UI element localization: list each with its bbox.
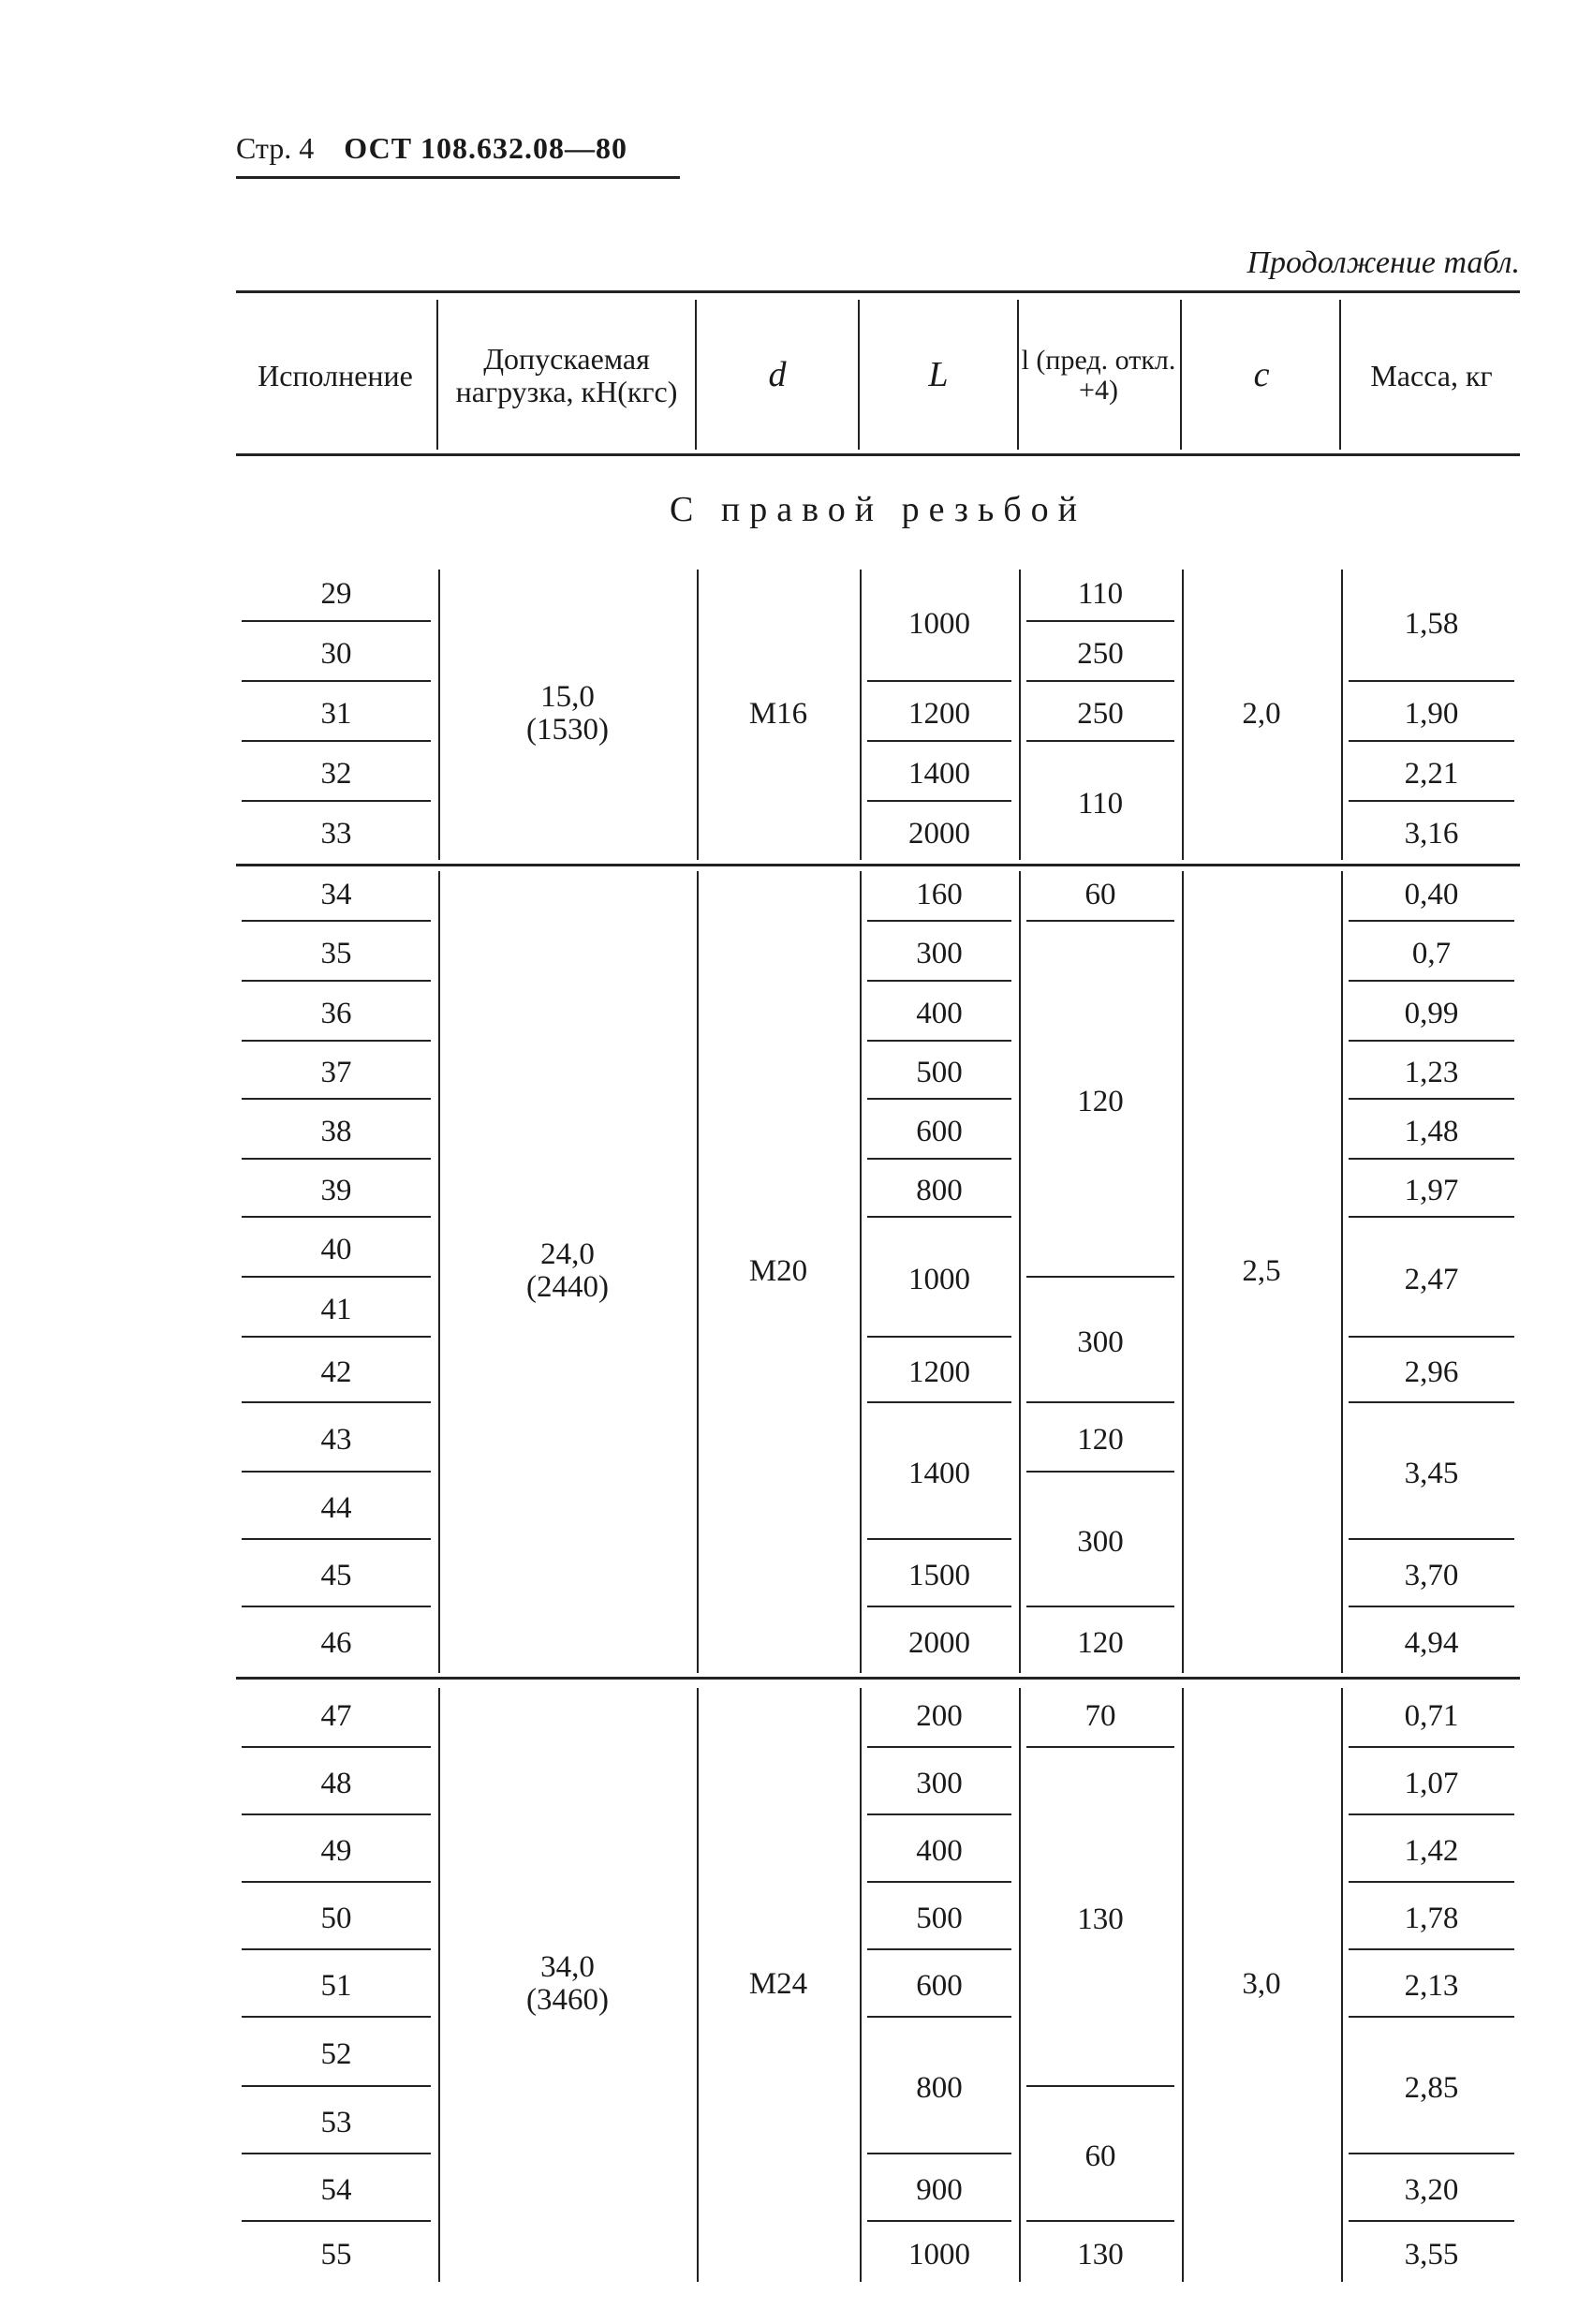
length-cell: 900	[916, 2172, 963, 2207]
length-cell: 1500	[908, 1558, 970, 1592]
row-rule	[242, 1276, 431, 1278]
row-rule	[1349, 980, 1514, 982]
length-cell: 400	[916, 1833, 963, 1868]
col-header-mass: Масса, кг	[1370, 358, 1493, 392]
row-rule	[1349, 740, 1514, 742]
length-cell: 2000	[908, 1625, 970, 1660]
version-cell: 50	[320, 1901, 352, 1935]
mass-cell: 0,99	[1404, 996, 1459, 1030]
version-cell: 49	[320, 1833, 352, 1868]
row-rule	[242, 1948, 431, 1950]
row-rule	[242, 1471, 431, 1473]
row-rule	[1026, 1471, 1174, 1473]
row-rule	[242, 1813, 431, 1815]
length-cell: 160	[916, 877, 963, 911]
version-cell: 42	[320, 1354, 352, 1389]
row-rule	[242, 1538, 431, 1540]
column-rule	[1182, 871, 1184, 1673]
column-rule	[1341, 1688, 1343, 2282]
row-rule	[867, 1098, 1011, 1100]
version-cell: 39	[320, 1173, 352, 1207]
version-cell: 41	[320, 1292, 352, 1326]
row-rule	[242, 1336, 431, 1338]
thread-length-cell: 300	[1077, 1325, 1124, 1359]
length-cell: 800	[916, 2070, 963, 2105]
c-cell: 2,0	[1242, 696, 1281, 731]
head-separator	[858, 300, 860, 450]
length-cell: 200	[916, 1698, 963, 1733]
row-rule	[867, 1401, 1011, 1403]
version-cell: 43	[320, 1422, 352, 1457]
row-rule	[1026, 1401, 1174, 1403]
row-rule	[1349, 2016, 1514, 2018]
mass-cell: 0,7	[1411, 936, 1452, 970]
version-cell: 38	[320, 1114, 352, 1148]
version-cell: 37	[320, 1055, 352, 1089]
mass-cell: 2,47	[1404, 1262, 1459, 1296]
row-rule	[1026, 1606, 1174, 1607]
version-cell: 46	[320, 1625, 352, 1660]
thread-length-cell: 120	[1077, 1625, 1124, 1660]
row-rule	[867, 1746, 1011, 1748]
length-cell: 1400	[908, 1456, 970, 1490]
length-cell: 600	[916, 1968, 963, 2003]
mass-cell: 3,20	[1404, 2172, 1459, 2207]
column-rule	[1182, 1688, 1184, 2282]
row-rule	[1349, 1813, 1514, 1815]
row-rule	[867, 980, 1011, 982]
version-cell: 33	[320, 816, 352, 851]
version-cell: 52	[320, 2036, 352, 2071]
version-cell: 32	[320, 756, 352, 791]
row-rule	[242, 1881, 431, 1883]
row-rule	[242, 1040, 431, 1042]
mass-cell: 1,42	[1404, 1833, 1459, 1868]
thread-length-cell: 120	[1077, 1422, 1124, 1457]
head-separator	[695, 300, 697, 450]
row-rule	[867, 920, 1011, 922]
column-rule	[1019, 570, 1021, 860]
col-header-c: c	[1253, 355, 1270, 395]
column-rule	[1341, 871, 1343, 1673]
row-rule	[867, 2016, 1011, 2018]
mass-cell: 0,71	[1404, 1698, 1459, 1733]
row-rule	[242, 680, 431, 682]
group-separator	[236, 1677, 1520, 1680]
col-header-d: d	[768, 355, 787, 395]
version-cell: 55	[320, 2237, 352, 2272]
thread-length-cell: 130	[1077, 2237, 1124, 2272]
mass-cell: 1,78	[1404, 1901, 1459, 1935]
mass-cell: 3,55	[1404, 2237, 1459, 2272]
thread-length-cell: 60	[1084, 2139, 1116, 2173]
standard-number: ОСТ 108.632.08—80	[344, 131, 628, 165]
version-cell: 48	[320, 1766, 352, 1800]
col-header-load: Допускаемая нагрузка, кН(кгс)	[455, 342, 678, 408]
thread-length-cell: 110	[1077, 786, 1124, 821]
length-cell: 300	[916, 936, 963, 970]
version-cell: 51	[320, 1968, 352, 2003]
mass-cell: 1,48	[1404, 1114, 1459, 1148]
load-cell: 24,0 (2440)	[526, 1237, 609, 1304]
version-cell: 35	[320, 936, 352, 970]
row-rule	[867, 740, 1011, 742]
row-rule	[242, 2016, 431, 2018]
mass-cell: 2,96	[1404, 1354, 1459, 1389]
row-rule	[1349, 920, 1514, 922]
thread-length-cell: 250	[1077, 696, 1124, 731]
column-rule	[1182, 570, 1184, 860]
length-cell: 1000	[908, 2237, 970, 2272]
row-rule	[242, 620, 431, 622]
length-cell: 400	[916, 996, 963, 1030]
row-rule	[867, 800, 1011, 802]
row-rule	[1349, 1606, 1514, 1607]
row-rule	[867, 1216, 1011, 1218]
row-rule	[1026, 740, 1174, 742]
row-rule	[867, 1606, 1011, 1607]
row-rule	[1349, 800, 1514, 802]
row-rule	[1349, 2220, 1514, 2222]
row-rule	[1026, 1746, 1174, 1748]
length-cell: 300	[916, 1766, 963, 1800]
column-rule	[860, 1688, 862, 2282]
version-cell: 44	[320, 1490, 352, 1525]
row-rule	[1349, 2153, 1514, 2154]
row-rule	[1349, 1098, 1514, 1100]
col-header-l: l (пред. откл. +4)	[1021, 344, 1176, 406]
row-rule	[867, 680, 1011, 682]
row-rule	[1349, 1746, 1514, 1748]
row-rule	[1026, 1276, 1174, 1278]
length-cell: 1000	[908, 1262, 970, 1296]
head-separator	[1180, 300, 1182, 450]
mass-cell: 1,07	[1404, 1766, 1459, 1800]
column-rule	[1341, 570, 1343, 860]
c-cell: 2,5	[1242, 1253, 1281, 1288]
version-cell: 45	[320, 1558, 352, 1592]
version-cell: 47	[320, 1698, 352, 1733]
thread-length-cell: 60	[1084, 877, 1116, 911]
version-cell: 40	[320, 1232, 352, 1266]
table-header-rule	[236, 453, 1520, 456]
row-rule	[867, 1881, 1011, 1883]
table-continuation-label: Продолжение табл.	[1246, 245, 1520, 280]
section-title: С правой резьбой	[670, 490, 1086, 529]
row-rule	[867, 1813, 1011, 1815]
column-rule	[1019, 1688, 1021, 2282]
row-rule	[1349, 680, 1514, 682]
row-rule	[867, 1538, 1011, 1540]
mass-cell: 2,13	[1404, 1968, 1459, 2003]
thread-cell: M16	[748, 696, 808, 731]
row-rule	[867, 2153, 1011, 2154]
version-cell: 31	[320, 696, 352, 731]
mass-cell: 2,85	[1404, 2070, 1459, 2105]
version-cell: 29	[320, 576, 352, 611]
mass-cell: 1,90	[1404, 696, 1459, 731]
length-cell: 500	[916, 1901, 963, 1935]
row-rule	[867, 1040, 1011, 1042]
thread-length-cell: 250	[1077, 636, 1124, 671]
length-cell: 1200	[908, 696, 970, 731]
length-cell: 800	[916, 1173, 963, 1207]
row-rule	[1026, 620, 1174, 622]
length-cell: 1000	[908, 606, 970, 641]
row-rule	[242, 2085, 431, 2087]
mass-cell: 1,97	[1404, 1173, 1459, 1207]
version-cell: 53	[320, 2105, 352, 2139]
row-rule	[242, 800, 431, 802]
column-rule	[1019, 871, 1021, 1673]
row-rule	[1349, 1040, 1514, 1042]
column-rule	[860, 871, 862, 1673]
table-top-rule	[236, 290, 1520, 293]
row-rule	[242, 1401, 431, 1403]
mass-cell: 0,40	[1404, 877, 1459, 911]
row-rule	[1349, 1881, 1514, 1883]
row-rule	[242, 1158, 431, 1160]
length-cell: 600	[916, 1114, 963, 1148]
row-rule	[867, 1336, 1011, 1338]
row-rule	[1026, 920, 1174, 922]
mass-cell: 3,16	[1404, 816, 1459, 851]
row-rule	[242, 920, 431, 922]
column-rule	[438, 1688, 440, 2282]
row-rule	[242, 1746, 431, 1748]
column-rule	[860, 570, 862, 860]
thread-cell: M20	[748, 1253, 808, 1288]
thread-length-cell: 130	[1077, 1902, 1124, 1936]
length-cell: 2000	[908, 816, 970, 851]
thread-length-cell: 110	[1077, 576, 1124, 611]
col-header-version: Исполнение	[258, 358, 413, 392]
row-rule	[1349, 1336, 1514, 1338]
version-cell: 54	[320, 2172, 352, 2207]
header-underline	[236, 176, 680, 179]
row-rule	[242, 2220, 431, 2222]
column-rule	[697, 871, 699, 1673]
mass-cell: 4,94	[1404, 1625, 1459, 1660]
row-rule	[1349, 1948, 1514, 1950]
mass-cell: 3,70	[1404, 1558, 1459, 1592]
mass-cell: 1,58	[1404, 606, 1459, 641]
version-cell: 30	[320, 636, 352, 671]
row-rule	[867, 1158, 1011, 1160]
thread-length-cell: 300	[1077, 1524, 1124, 1559]
load-cell: 15,0 (1530)	[526, 680, 609, 747]
mass-cell: 1,23	[1404, 1055, 1459, 1089]
column-rule	[697, 570, 699, 860]
row-rule	[1349, 1538, 1514, 1540]
length-cell: 500	[916, 1055, 963, 1089]
version-cell: 34	[320, 877, 352, 911]
row-rule	[1026, 680, 1174, 682]
column-rule	[438, 570, 440, 860]
page-header	[236, 131, 627, 166]
length-cell: 1400	[908, 756, 970, 791]
thread-cell: M24	[748, 1966, 808, 2001]
head-separator	[1339, 300, 1341, 450]
page-number: Стр. 4	[236, 131, 315, 165]
mass-cell: 2,21	[1404, 756, 1459, 791]
c-cell: 3,0	[1242, 1966, 1281, 2001]
head-separator	[436, 300, 438, 450]
column-rule	[697, 1688, 699, 2282]
row-rule	[242, 1098, 431, 1100]
col-header-L: L	[928, 355, 949, 395]
row-rule	[1349, 1401, 1514, 1403]
row-rule	[1026, 2220, 1174, 2222]
row-rule	[867, 2220, 1011, 2222]
thread-length-cell: 120	[1077, 1084, 1124, 1118]
row-rule	[242, 980, 431, 982]
version-cell: 36	[320, 996, 352, 1030]
row-rule	[867, 1948, 1011, 1950]
row-rule	[242, 1216, 431, 1218]
load-cell: 34,0 (3460)	[526, 1950, 609, 2017]
row-rule	[242, 2153, 431, 2154]
row-rule	[1026, 2085, 1174, 2087]
mass-cell: 3,45	[1404, 1456, 1459, 1490]
row-rule	[1349, 1158, 1514, 1160]
length-cell: 1200	[908, 1354, 970, 1389]
column-rule	[438, 871, 440, 1673]
row-rule	[242, 740, 431, 742]
thread-length-cell: 70	[1084, 1698, 1116, 1733]
row-rule	[242, 1606, 431, 1607]
row-rule	[1349, 1216, 1514, 1218]
